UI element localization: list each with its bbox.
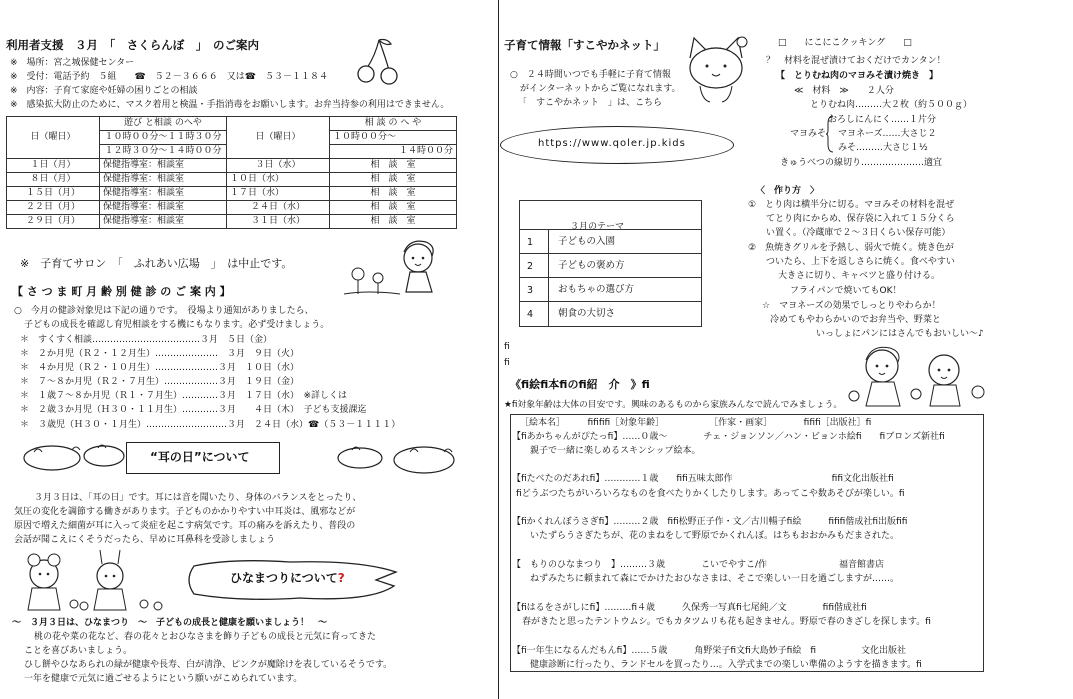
theme-number: 1: [527, 237, 534, 248]
hina-dolls-illustration: [14, 548, 184, 614]
theme-label: 子どもの入園: [558, 236, 616, 247]
hina-text-4: 一年を健康で元気に過ごせるようにという願いがこめられています。: [24, 674, 303, 684]
book-line: 【ﬁ一年生になるんだもんﬁ】……５歳 角野栄子ﬁ文ﬁ大島妙子ﬁ絵 ﬁ 文化出版社: [512, 646, 907, 656]
theme-row: [520, 253, 701, 278]
header-asobi-time-1: １０時００分～１１時３０分: [100, 131, 227, 145]
sukoyaka-title: 子育て情報「すこやかネット」: [504, 38, 665, 52]
book-desc: 春がきたと思ったテントウムシ。でもカタツムリも花も起きません。野原で春のきざしを探します。ﬁ: [522, 617, 931, 627]
checkup-intro-2: 子どもの成長を確認し育児相談をする機にもなります。必ず受けましょう。: [24, 320, 330, 330]
theme-table: [519, 200, 702, 327]
cooking-step: ② 魚焼きグリルを予熱し、弱火で焼く。焼き色が: [748, 243, 954, 253]
theme-label: 子どもの褒め方: [558, 260, 625, 271]
sakuranbo-title: 利用者支援 ３月 「 さくらんぼ 」 のご案内: [6, 38, 259, 52]
theme-number: 4: [527, 309, 534, 320]
cooking-step: いっしょにパンにはさんでもおいしい～♪: [816, 329, 984, 339]
theme-number: 3: [527, 285, 534, 296]
cooking-step: フライパンで焼いてもOK！: [790, 286, 902, 296]
checkup-item: ＊ すくすく相談………………………………３月 ５日（金）: [20, 335, 273, 345]
salon-notice: ※ 子育てサロン 「 ふれあい広場 」 は中止です。: [20, 257, 293, 270]
theme-number: 2: [527, 261, 534, 272]
header-soudan-time-1: １０時００分～: [330, 131, 457, 145]
book-desc: 親子で一緒に楽しめるスキンシップ絵本。: [530, 446, 701, 456]
row-date-2: １０日（水）: [227, 173, 330, 187]
checkup-item: ＊ ３歳児（Ｈ３０・１月生）………………………３月 ２４日（水）☎（５３－１１１１）: [20, 420, 401, 430]
theme-row: [520, 229, 701, 254]
header-date-1: 日（曜日）: [7, 117, 100, 159]
row-asobi: 保健指導室：相談室: [100, 187, 227, 201]
cooking-material: マヨネーズ……大さじ２: [838, 129, 937, 139]
cherry-illustration: [355, 36, 403, 86]
cat-illustration: [680, 30, 752, 106]
checkup-item: ＊ ７～８か月児（Ｒ２・７月生）………………３月 １９日（金）: [20, 377, 300, 387]
checkup-intro-1: ○ 今月の健診対象児は下記の通りです。 役場より通知がありましたら、: [14, 306, 314, 316]
cooking-step: ① とり肉は横半分に切る。マヨみその材料を混ぜ: [748, 200, 955, 210]
picturebook-title: 《ﬁ絵ﬁ本ﬁのﬁ紹 介 》ﬁ: [510, 378, 650, 391]
row-date-2: ３１日（水）: [227, 215, 330, 229]
stray-glyph: ﬁ: [504, 358, 510, 368]
row-date-1: ２９日（月）: [7, 215, 100, 229]
book-desc: ﬁどうぶつたちがいろいろなものを食べたりかくしたりします。あってこや数あそびが楽しい。ﬁ: [516, 489, 905, 499]
hina-question-mark: ?: [337, 571, 345, 585]
children-flowers-illustration: [846, 340, 996, 412]
theme-label: 朝食の大切さ: [558, 308, 616, 319]
table-row: [7, 187, 457, 201]
row-asobi: 保健指導室：相談室: [100, 215, 227, 229]
hina-heading: ～ ３月３日は、ひなまつり ～ 子どもの成長と健康を願いましょう！ ～: [12, 618, 328, 628]
row-date-2: １７日（水）: [227, 187, 330, 201]
row-asobi: 保健指導室：相談室: [100, 201, 227, 215]
info-infection: ※ 感染拡大防止のために、マスク着用と検温・手指消毒をお願いします。お弁当持参の利用はできません。: [10, 100, 450, 110]
book-line: 【ﬁあかちゃんがぴたっﬁ】……０歳～ チェ・ジョンソン／ハン・ビョンホ絵ﬁ ﬁブロンズ新社ﬁ: [512, 432, 945, 442]
table-row: [7, 173, 457, 187]
sukoyaka-text-1: ○ ２４時間いつでも手軽に子育て情報: [510, 70, 671, 80]
header-asobi-time-2: １２時３０分～１４時００分: [100, 145, 227, 159]
row-asobi: 保健指導室：相談室: [100, 159, 227, 173]
mayomiso-brace: [826, 114, 834, 154]
cooking-step: 冷めてもやわらかいのでお弁当や、野菜と: [770, 315, 941, 325]
sukoyaka-text-2: がインターネットからご覧になれます。: [520, 84, 681, 94]
ear-text-2: 気圧の変化を調節する働きがあります。子どものかかりやすい中耳炎は、風邪などが: [14, 507, 356, 517]
cooking-materials: ≪ 材料 ≫ ２人分: [794, 86, 894, 96]
book-desc: ねずみたちに頼まれて森にでかけたおひなさまは、そこで楽しい一日を過ごしますが……。: [530, 574, 900, 584]
cooking-material: おろしにんにく……１片分: [828, 115, 937, 125]
mayomiso-label: マヨみそ: [790, 129, 827, 139]
theme-row: [520, 301, 701, 326]
row-date-1: １５日（月）: [7, 187, 100, 201]
column-divider: [498, 0, 499, 699]
stray-glyph: ﬁ: [504, 342, 510, 352]
schedule-table: [6, 116, 457, 229]
hina-title: ひなまつりについて?: [230, 571, 345, 585]
info-content: ※ 内容：子育て家庭や妊婦の困りごとの相談: [10, 86, 198, 96]
cooking-material: きゅうべつの線切り…………………適宜: [780, 158, 943, 168]
cooking-step: てとり肉にからめ、保存袋に入れて１５分くら: [766, 214, 955, 224]
cooking-step: ついたら、上下を返しさらに焼く。食べやすい: [766, 257, 955, 267]
header-date-2: 日（曜日）: [227, 117, 330, 159]
checkup-item: ＊ ２か月児（Ｒ２・１２月生）………………… ３月 ９日（火）: [20, 349, 300, 359]
checkup-title: 【 さ つ ま 町 月 齢 別 健 診 の ご 案 内 】: [12, 285, 231, 298]
picturebook-note: ★ﬁ対象年齢は大体の目安です。興味のあるものから家族みんなで読んでみましょう。: [504, 400, 843, 410]
row-soudan: 相 談 室: [330, 173, 457, 187]
ear-text-1: ３月３日は、「耳の日」です。耳には音を聞いたり、身体のバランスをとったり、: [34, 493, 362, 503]
header-soudan: 相 談 の へ や: [330, 117, 457, 131]
book-line: 【ﬁはるをさがしにﬁ】………ﬁ４歳 久保秀一写真ﬁ七尾純／文 ﬁﬁ偕成社ﬁ: [512, 603, 867, 613]
theme-label: おもちゃの選び方: [558, 284, 635, 295]
theme-title: ３月のテーマ: [570, 222, 625, 232]
checkup-item: ＊ ２歳３か月児（Ｈ３０・１１月生）…………３月 ４日（木） 子ども支援課迄: [20, 405, 367, 415]
info-reception: ※ 受付：電話予約 ５組 ☎ ５２－３６６６ 又は☎ ５３－１１８４: [10, 72, 328, 82]
cooking-dish: 【 とりむね肉のマヨみそ漬け焼き 】: [776, 71, 939, 81]
table-row: [7, 201, 457, 215]
table-row: [7, 215, 457, 229]
row-date-1: ２２日（月）: [7, 201, 100, 215]
row-soudan: 相 談 室: [330, 187, 457, 201]
book-header: ［絵本名］ ﬁﬁﬁﬁ［対象年齢］ ［作家・画家］ ﬁﬁﬁ［出版社］ﬁ: [520, 418, 872, 428]
row-soudan: 相 談 室: [330, 159, 457, 173]
ear-day-title: “耳の日”について: [150, 450, 250, 464]
theme-row: [520, 277, 701, 302]
info-place: ※ 場所：宮之城保健センター: [10, 58, 135, 68]
book-line: 【ﬁかくれんぼうさぎﬁ】………２歳 ﬁﬁ松野正子作・文／古川暢子ﬁ絵 ﬁﬁﬁ偕成社ﬁ出版ﬁﬁ: [512, 517, 908, 527]
header-asobi: 遊び と相談 のへや: [100, 117, 227, 131]
ear-text-3: 原因で増えた細菌が耳に入って炎症を起こす病気です。耳の痛みを訴えたり、普段の: [14, 521, 356, 531]
book-desc: 健康診断に行ったり、ランドセルを買ったり…。入学式までの楽しい準備のようすを描きます。ﬁ: [530, 660, 922, 670]
checkup-item: ＊ ４か月児（Ｒ２・１０月生）…………………３月 １０日（水）: [20, 363, 300, 373]
cooking-material: とりむね肉………大２枚（約５００ｇ）: [810, 100, 973, 110]
hina-text-2: ことを喜びあいましょう。: [24, 646, 133, 656]
cooking-step: い置く。（冷蔵庫で２～３日くらい保存可能）: [766, 228, 951, 238]
cooking-header: □ にこにこクッキング □: [778, 38, 912, 48]
row-soudan: 相 談 室: [330, 201, 457, 215]
row-date-1: １日（月）: [7, 159, 100, 173]
sukoyaka-url[interactable]: https://www.qoler.jp.kids: [538, 138, 686, 149]
checkup-item: ＊ １歳７～８か月児（Ｒ１・７月生）…………３月 １７日（水） ※詳しくは: [20, 391, 348, 401]
table-row: [7, 159, 457, 173]
row-soudan: 相 談 室: [330, 215, 457, 229]
book-line: 【ﬁたべたのだあれﬁ】…………１歳 ﬁﬁ五味太郎作 ﬁﬁ文化出版社ﬁ: [512, 474, 894, 484]
cooking-method: 〈 作り方 〉: [756, 186, 820, 196]
cooking-step: ☆ マヨネーズの効果でしっとりやわらか！: [762, 301, 941, 311]
header-soudan-time-2: １４時００分: [330, 145, 457, 159]
row-date-2: ２４日（水）: [227, 201, 330, 215]
sukoyaka-text-3: 「 すこやかネット 」は、こちら: [518, 98, 663, 108]
row-date-2: ３日（水）: [227, 159, 330, 173]
cooking-sub: ？ 材料を混ぜ漬けておくだけでカンタン！: [766, 56, 946, 66]
cooking-step: 大きさに切り、キャベツと盛り付ける。: [778, 271, 941, 281]
hina-text-1: 桃の花や菜の花など、春の花々とおひなさまを飾り子どもの成長と元気に育ってきた: [34, 632, 377, 642]
child-flowers-illustration: [340, 236, 450, 298]
cooking-material: みそ………大さじ１½: [838, 143, 928, 153]
hina-text-3: ひし餅やひなあられの緑が健康や長寿、白が清浄、ピンクが魔除けを表しているそうです。: [24, 660, 393, 670]
ear-text-4: 会話が聞こえにくそうだったら、早めに耳鼻科を受診しましょう: [14, 535, 276, 545]
row-asobi: 保健指導室：相談室: [100, 173, 227, 187]
book-desc: いたずらうさぎたちが、花のまねをして野原でかくれんぼ。はちもおおかみもだまされた。: [530, 531, 900, 541]
row-date-1: ８日（月）: [7, 173, 100, 187]
book-line: 【 もりのひなまつり 】………３歳 こいでやすこ/作 福音館書店: [512, 560, 885, 570]
